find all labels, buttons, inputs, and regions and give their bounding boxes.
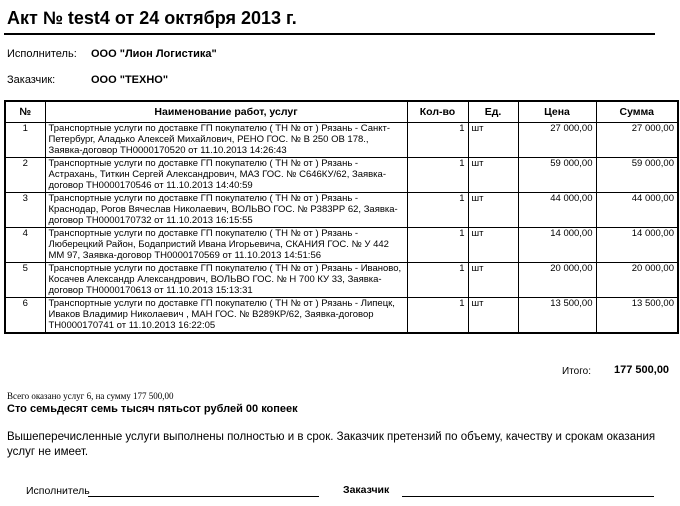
row-qty: 1	[407, 263, 468, 298]
row-num: 5	[5, 263, 45, 298]
col-header-price: Цена	[518, 101, 596, 123]
row-unit: шт	[468, 158, 518, 193]
table-row	[5, 158, 678, 193]
row-price: 13 500,00	[518, 298, 596, 334]
executor-signature-label: Исполнитель	[26, 485, 90, 497]
row-sum: 14 000,00	[596, 228, 678, 263]
document-title: Акт № test4 от 24 октября 2013 г.	[7, 8, 297, 28]
row-name: Транспортные услуги по доставке ГП покупателю ( ТН № от ) Рязань - Санкт-Петербург, Аладько Алексей Михайлович, РЕНО ГОС. № В 250 ОВ 178., Заявка-договор ТН0000170520 от 11.10.2013 14:26:43	[45, 123, 407, 158]
customer-value: ООО "ТЕХНО"	[91, 74, 169, 86]
amount-in-words: Сто семьдесят семь тысяч пятьсот рублей 00 копеек	[7, 403, 298, 415]
row-qty: 1	[407, 123, 468, 158]
row-name: Транспортные услуги по доставке ГП покупателю ( ТН № от ) Рязань - Липецк, Иваков Владимир Николаевич , МАН ГОС. № В289КР/62, Заявка-договор ТН0000170741 от 11.10.2013 16:22:05	[45, 298, 407, 334]
table-row	[5, 228, 678, 263]
customer-label: Заказчик:	[7, 74, 56, 86]
row-unit: шт	[468, 193, 518, 228]
col-header-qty: Кол-во	[407, 101, 468, 123]
total-value: 177 500,00	[614, 364, 670, 376]
row-price: 14 000,00	[518, 228, 596, 263]
row-price: 27 000,00	[518, 123, 596, 158]
row-sum: 59 000,00	[596, 158, 678, 193]
customer-signature-label: Заказчик	[343, 484, 390, 496]
total-label: Итого:	[562, 366, 591, 377]
row-name: Транспортные услуги по доставке ГП покупателю ( ТН № от ) Рязань - Астрахань, Титкин Сергей Александрович, МАЗ ГОС. № С646КУ/62, Заявка-договор ТН0000170546 от 11.10.2013 14:40:59	[45, 158, 407, 193]
col-header-sum: Сумма	[596, 101, 678, 123]
row-sum: 27 000,00	[596, 123, 678, 158]
table-row	[5, 123, 678, 158]
row-qty: 1	[407, 228, 468, 263]
row-num: 4	[5, 228, 45, 263]
row-num: 6	[5, 298, 45, 334]
row-unit: шт	[468, 228, 518, 263]
table-row	[5, 193, 678, 228]
services-summary: Всего оказано услуг 6, на сумму 177 500,00	[7, 391, 174, 401]
services-table	[4, 100, 679, 334]
row-unit: шт	[468, 298, 518, 334]
row-price: 20 000,00	[518, 263, 596, 298]
row-num: 3	[5, 193, 45, 228]
executor-label: Исполнитель:	[7, 48, 77, 60]
col-header-name: Наименование работ, услуг	[45, 101, 407, 123]
row-num: 1	[5, 123, 45, 158]
row-unit: шт	[468, 123, 518, 158]
row-qty: 1	[407, 193, 468, 228]
row-sum: 20 000,00	[596, 263, 678, 298]
row-name: Транспортные услуги по доставке ГП покупателю ( ТН № от ) Рязань - Люберецкий Район, Бодапристий Ивана Игорьевича, СКАНИЯ ГОС. № У 442 ММ 97, Заявка-договор ТН0000170569 от 11.10.2013 14:51:56	[45, 228, 407, 263]
row-sum: 13 500,00	[596, 298, 678, 334]
row-unit: шт	[468, 263, 518, 298]
row-qty: 1	[407, 158, 468, 193]
table-row	[5, 298, 678, 334]
row-num: 2	[5, 158, 45, 193]
row-price: 59 000,00	[518, 158, 596, 193]
executor-signature-line	[88, 496, 319, 497]
col-header-unit: Ед.	[468, 101, 518, 123]
table-header-row	[5, 101, 678, 123]
col-header-num: №	[5, 101, 45, 123]
row-qty: 1	[407, 298, 468, 334]
row-sum: 44 000,00	[596, 193, 678, 228]
completion-statement: Вышеперечисленные услуги выполнены полностью и в срок. Заказчик претензий по объему, качеству и срокам оказания услуг не имеет.	[7, 431, 656, 458]
table-row	[5, 263, 678, 298]
executor-value: ООО "Лион Логистика"	[91, 48, 217, 60]
title-divider	[4, 33, 655, 35]
row-price: 44 000,00	[518, 193, 596, 228]
customer-signature-line	[402, 496, 654, 497]
row-name: Транспортные услуги по доставке ГП покупателю ( ТН № от ) Рязань - Иваново, Косачев Александр Александрович, ВОЛЬВО ГОС. № Н 700 КУ 33, Заявка-договор ТН0000170613 от 11.10.2013 15:13:31	[45, 263, 407, 298]
row-name: Транспортные услуги по доставке ГП покупателю ( ТН № от ) Рязань - Краснодар, Рогов Вячеслав Николаевич, ВОЛЬВО ГОС. № Р383РР 62, Заявка-договор ТН0000170732 от 11.10.2013 16:15:55	[45, 193, 407, 228]
